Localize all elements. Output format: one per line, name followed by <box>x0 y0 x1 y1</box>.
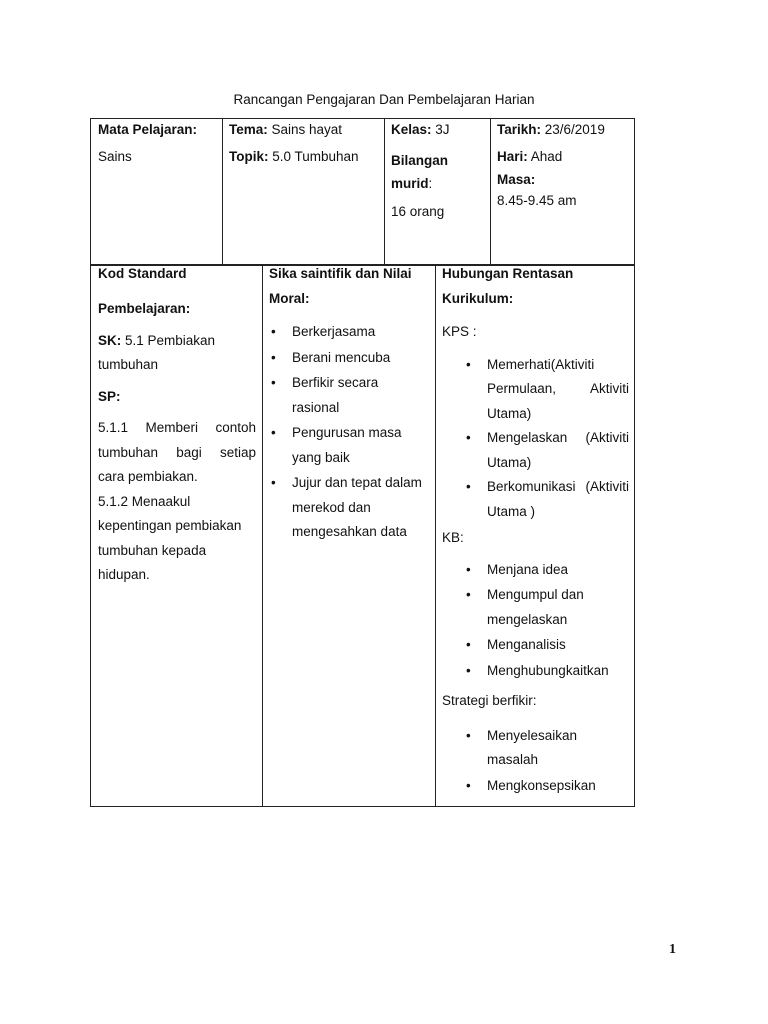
sp-item-2: 5.1.2 Menaakul kepentingan pembiakan tumbuhan kepada hidupan. <box>98 493 242 582</box>
class-value: 3J <box>431 122 450 137</box>
list-item: • Berkerjasama <box>292 320 437 345</box>
class-cell <box>385 119 491 266</box>
list-item: • Mengelaskan (Aktiviti Utama) <box>487 426 629 475</box>
learning-standard-heading-1: Kod Standard <box>98 266 187 281</box>
cross-curriculum-heading-2: Kurikulum: <box>442 290 514 306</box>
theme-cell <box>223 119 385 266</box>
day-label: Hari: <box>497 149 528 164</box>
list-item: • Berani mencuba <box>292 346 437 371</box>
kps-list <box>442 353 629 525</box>
strategy-list <box>442 724 596 799</box>
page-number: 1 <box>669 942 676 957</box>
list-item: • Pengurusan masa yang baik <box>292 421 410 470</box>
list-item: • Berfikir secara rasional <box>292 371 392 420</box>
students-label-2: murid <box>391 176 429 191</box>
subject-value: Sains <box>98 149 132 164</box>
values-heading-1: Sika saintifik dan Nilai <box>269 266 412 281</box>
kps-label: KPS : <box>442 324 477 339</box>
time-value: 8.45-9.45 am <box>497 193 577 208</box>
students-colon: : <box>428 176 433 191</box>
date-value: 23/6/2019 <box>541 122 605 137</box>
students-value: 16 orang <box>391 204 445 219</box>
sk-line-2: tumbuhan <box>98 357 159 372</box>
list-item: • Menganalisis <box>487 633 587 658</box>
day-value: Ahad <box>527 149 563 164</box>
class-label: Kelas: <box>391 122 432 137</box>
sp-item-1: 5.1.1 Memberi contoh tumbuhan bagi setiap cara pembiakan. <box>98 420 256 484</box>
sk-label: SK: <box>98 332 122 348</box>
topic-label: Topik: <box>229 149 269 164</box>
cross-curriculum-heading-1: Hubungan Rentasan <box>442 266 574 281</box>
time-label: Masa: <box>497 172 536 187</box>
kb-list <box>442 558 609 684</box>
sp-label: SP: <box>98 388 121 404</box>
topic-value: 5.0 Tumbuhan <box>268 149 359 164</box>
date-label: Tarikh: <box>497 122 542 137</box>
values-heading-2: Moral: <box>269 290 310 306</box>
strategy-label: Strategi berfikir: <box>442 693 537 708</box>
list-item: • Menyelesaikan masalah <box>487 724 587 773</box>
values-cell <box>263 265 436 807</box>
list-item: • Jujur dan tepat dalam merekod dan mengesahkan data <box>292 471 432 545</box>
kb-label: KB: <box>442 530 464 545</box>
header-table <box>90 118 635 266</box>
list-item: • Berkomunikasi (Aktiviti Utama ) <box>487 475 629 524</box>
list-item: • Mengkonsepsikan <box>487 774 587 799</box>
theme-value: Sains hayat <box>267 122 343 137</box>
document-title: Rancangan Pengajaran Dan Pembelajaran Harian <box>233 92 535 107</box>
body-table <box>90 264 635 807</box>
list-item: • Mengumpul dan mengelaskan <box>487 583 587 632</box>
learning-standard-heading-2: Pembelajaran: <box>98 300 191 316</box>
list-item: • Menghubungkaitkan <box>487 659 617 684</box>
sk-line-1: 5.1 Pembiakan <box>121 332 216 348</box>
list-item: • Menjana idea <box>487 558 587 583</box>
values-list <box>269 320 437 545</box>
subject-label: Mata Pelajaran: <box>98 122 198 137</box>
learning-standard-cell <box>91 265 263 807</box>
date-cell <box>491 119 635 266</box>
cross-curriculum-cell <box>436 265 635 807</box>
students-label-1: Bilangan <box>391 153 449 168</box>
list-item: • Memerhati(Aktiviti Permulaan, Aktiviti Utama) <box>487 353 629 427</box>
theme-label: Tema: <box>229 122 268 137</box>
subject-cell <box>91 119 223 266</box>
